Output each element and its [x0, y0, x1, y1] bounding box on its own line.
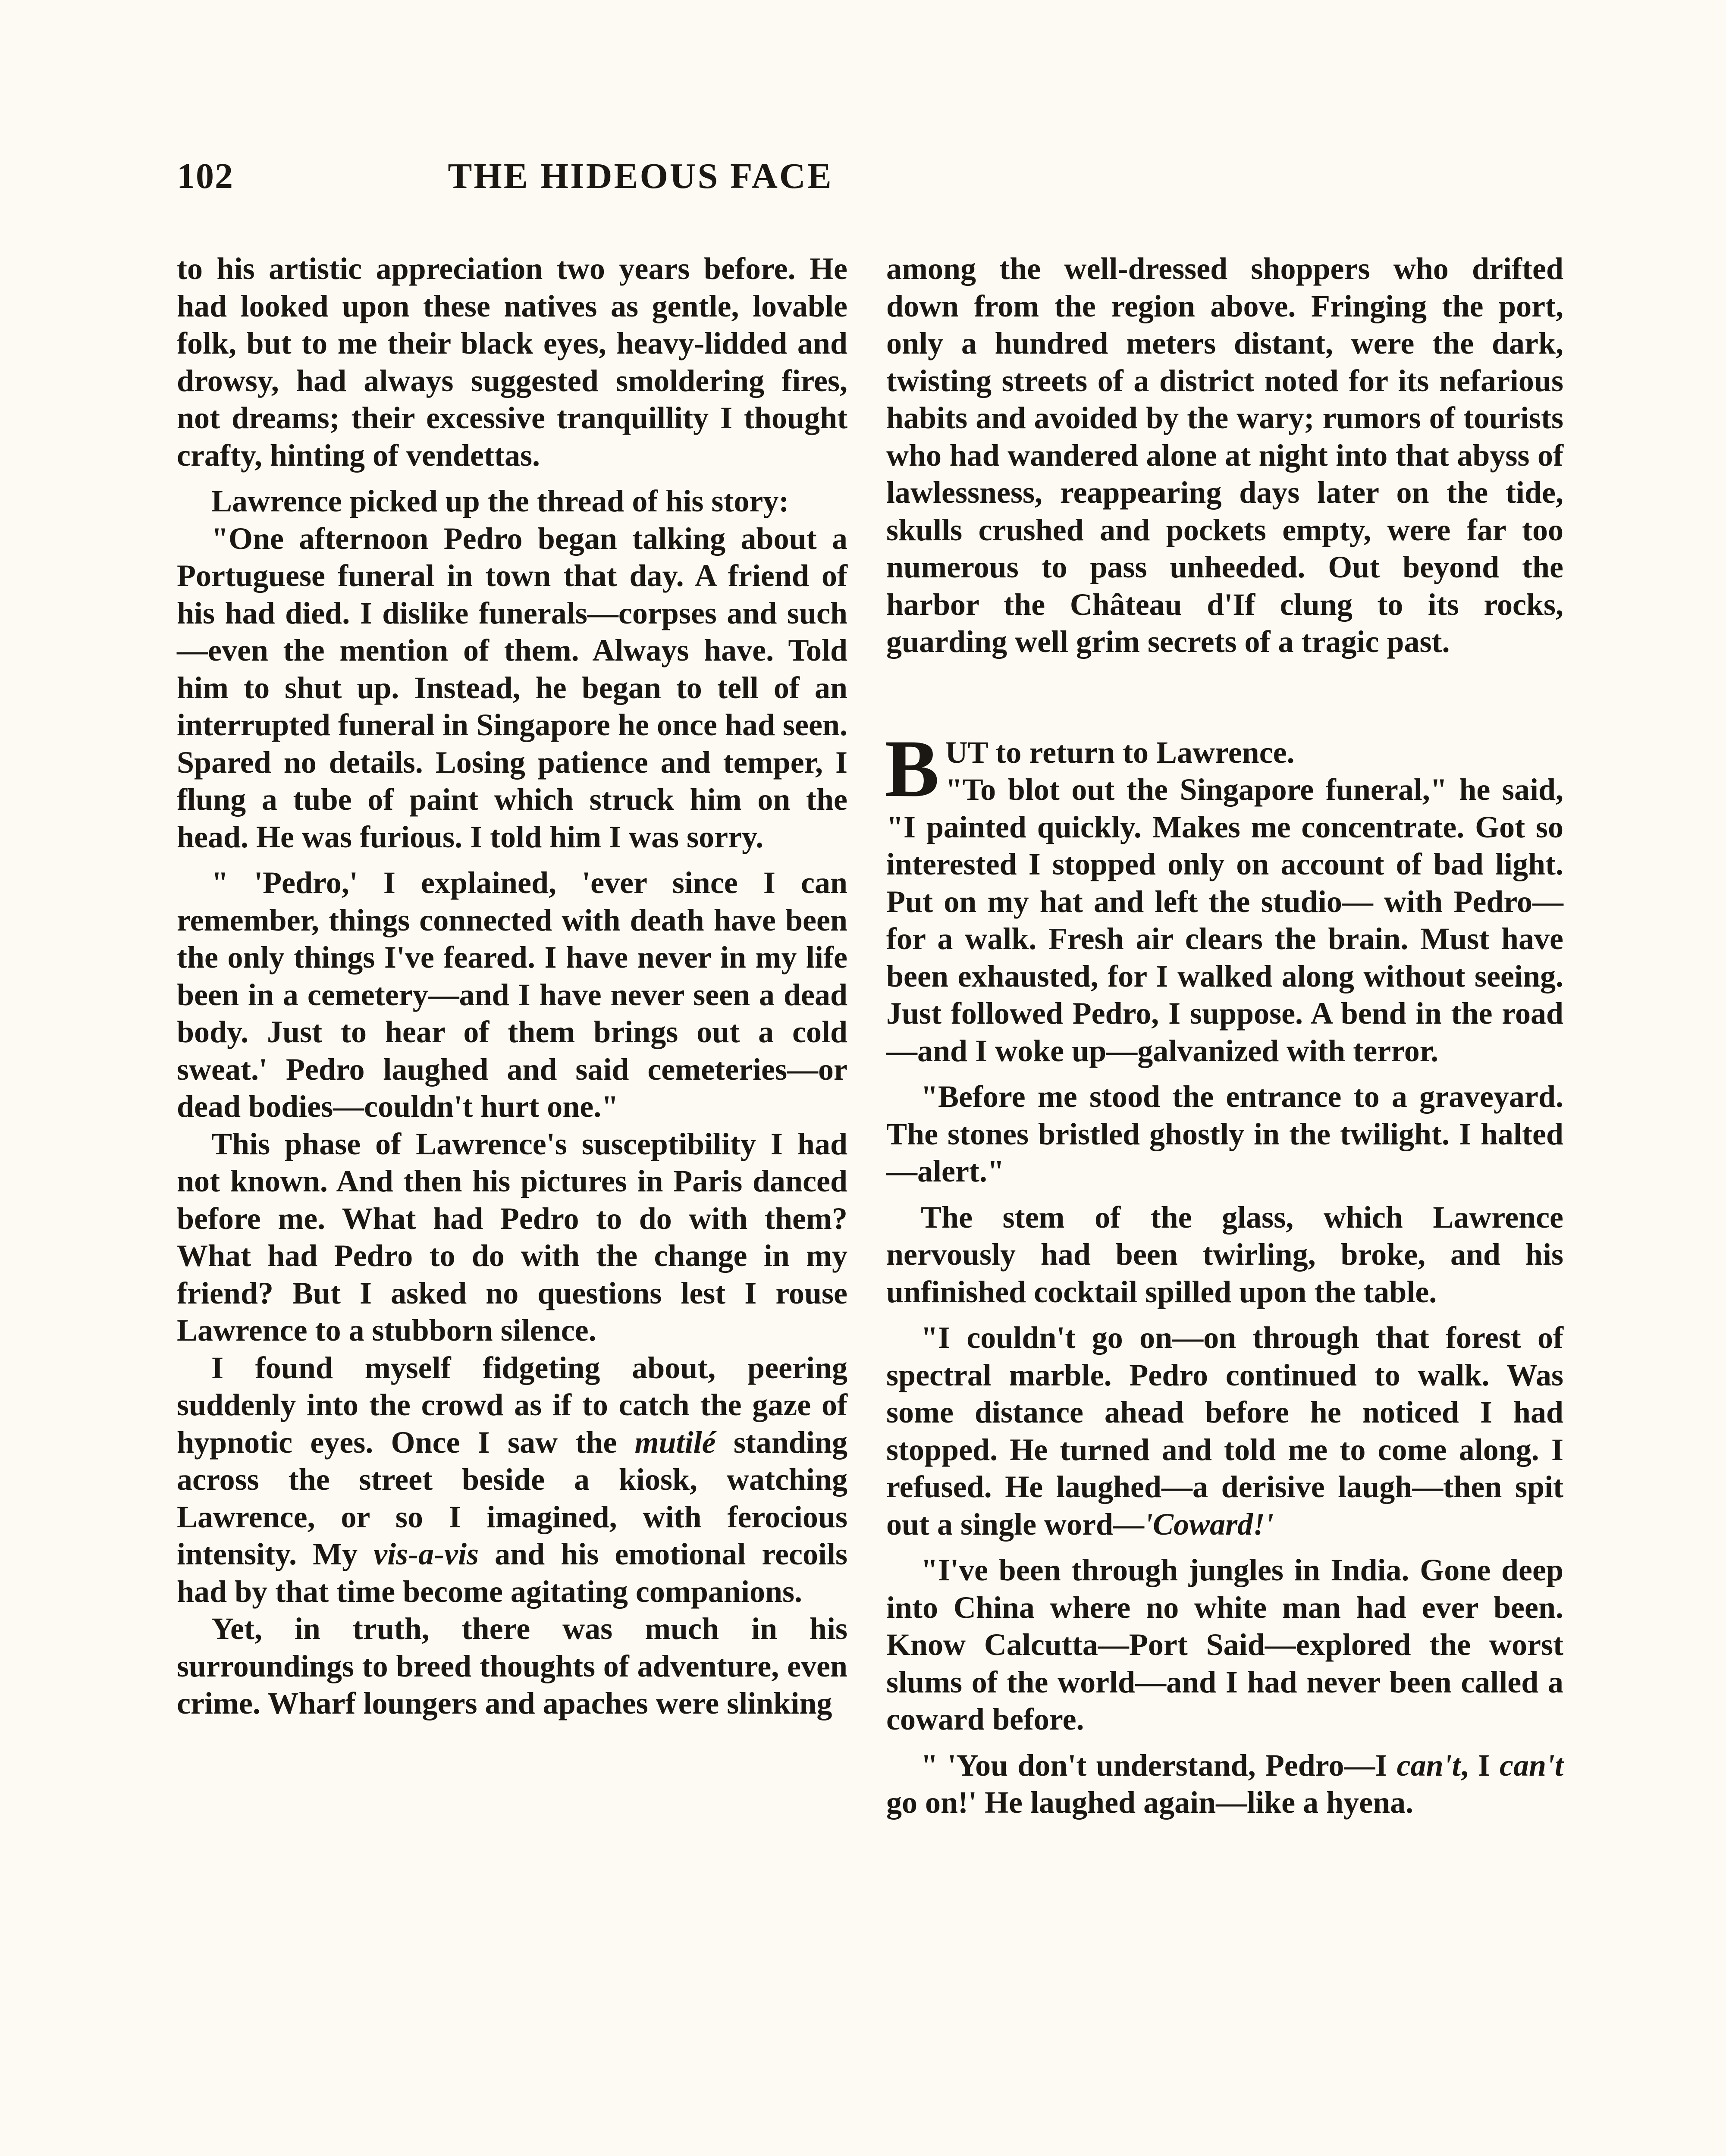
running-header	[177, 151, 1104, 207]
paragraph: Lawrence picked up the thread of his story:	[211, 484, 789, 518]
paragraph: "One afternoon Pedro began talking about a Portuguese funeral in town that day. A friend of his had died. I dislike funerals—corpses and such—even the mention of them. Always have. Told him to shut up. Instead, he began to tell of an interrupted funeral in Singapore he once had seen. Spared no details. Losing patience and temper, I flung a tube of paint which struck him on the head. He was furious. I told him I was sorry.	[177, 521, 847, 854]
paragraph	[886, 1747, 1563, 1821]
paragraph-text: , I	[1460, 1748, 1500, 1783]
paragraph-text: "To blot out the Singapore funeral," he said, "I painted quickly. Makes me concentrate. Got so interested I stopped only on account of bad light. Put on my hat and left the studio— with Pedro—for a walk. Fresh air clears the brain. Must have been exhausted, for I walked along without seeing. Just followed Pedro, I suppose. A bend in the road—and I woke up—galvanized with terror.	[886, 772, 1563, 1068]
paragraph: " 'Pedro,' I explained, 'ever since I can remember, things connected with death have been the only things I've feared. I have never in my life been in a cemetery—and I have never seen a dead body. Just to hear of them brings out a cold sweat.' Pedro laughed and said cemeteries—or dead bodies—couldn't hurt one."	[177, 865, 847, 1124]
page-number: 102	[177, 156, 234, 196]
paragraph-text: to return to Lawrence.	[988, 735, 1295, 770]
right-column	[886, 250, 1563, 1821]
drop-cap: B	[885, 723, 939, 814]
paragraph: "I've been through jungles in India. Gone deep into China where no white man had ever been. Know Calcutta—Port Said—explored the worst slums of the world—and I had never been called a coward before.	[886, 1553, 1563, 1736]
paragraph	[886, 1319, 1563, 1543]
italic-word: vis-a-vis	[373, 1537, 479, 1571]
paragraph: Yet, in truth, there was much in his surroundings to breed thoughts of adventure, even crime. Wharf loungers and apaches were slinking	[177, 1611, 847, 1720]
paragraph	[177, 1349, 847, 1611]
paragraph-text: go on!' He laughed again—like a hyena.	[886, 1785, 1414, 1820]
left-column	[177, 250, 847, 1722]
paragraph: among the well-dressed shoppers who drifted down from the region above. Fringing the port, only a hundred meters distant, were the dark, twisting streets of a district noted for its nefarious habits and avoided by the wary; rumors of tourists who had wandered alone at night into that abyss of lawlessness, reappearing days later on the tide, skulls crushed and pockets empty, were far too numerous to pass unheeded. Out beyond the harbor the Château d'If clung to its rocks, guarding well grim secrets of a tragic past.	[886, 251, 1563, 659]
paragraph-text: "I couldn't go on—on through that forest of spectral marble. Pedro continued to walk. Was some distance ahead before he noticed I had stopped. He turned and told me to come along. I refused. He laughed—a derisive laugh—then spit out a single word—	[886, 1320, 1563, 1542]
italic-word: can't	[1499, 1748, 1563, 1783]
italic-word: mutilé	[634, 1425, 716, 1460]
paragraph: "Before me stood the entrance to a graveyard. The stones bristled ghostly in the twilight. I halted—alert."	[886, 1079, 1563, 1188]
paragraph-text: standing across the street beside a kiosk, watching Lawrence, or so I imagined, with ferocious intensity. My	[177, 1425, 847, 1571]
small-caps-opening: UT	[945, 735, 988, 770]
paragraph: The stem of the glass, which Lawrence nervously had been twirling, broke, and his unfinished cocktail spilled upon the table.	[886, 1200, 1563, 1309]
paragraph-text: I found myself fidgeting about, peering suddenly into the crowd as if to catch the gaze of hypnotic eyes. Once I saw the	[177, 1350, 847, 1460]
paragraph-text: and his emotional recoils had by that time become agitating companions.	[177, 1537, 847, 1609]
paragraph: to his artistic appreciation two years before. He had looked upon these natives as gentle, lovable folk, but to me their black eyes, heavy-lidded and drowsy, had always suggested smoldering fires, not dreams; their excessive tranquillity I thought crafty, hinting of vendettas.	[177, 251, 847, 473]
section-opening-paragraph	[885, 723, 1563, 1070]
italic-word: 'Coward!'	[1144, 1507, 1274, 1542]
running-title: THE HIDEOUS FACE	[448, 156, 833, 196]
italic-word: can't	[1396, 1748, 1461, 1783]
paragraph: This phase of Lawrence's susceptibility I had not known. And then his pictures in Paris danced before me. What had Pedro to do with them? What had Pedro to do with the change in my friend? But I asked no questions lest I rouse Lawrence to a stubborn silence.	[177, 1126, 847, 1348]
paragraph-text: " 'You don't understand, Pedro—I	[921, 1748, 1397, 1783]
